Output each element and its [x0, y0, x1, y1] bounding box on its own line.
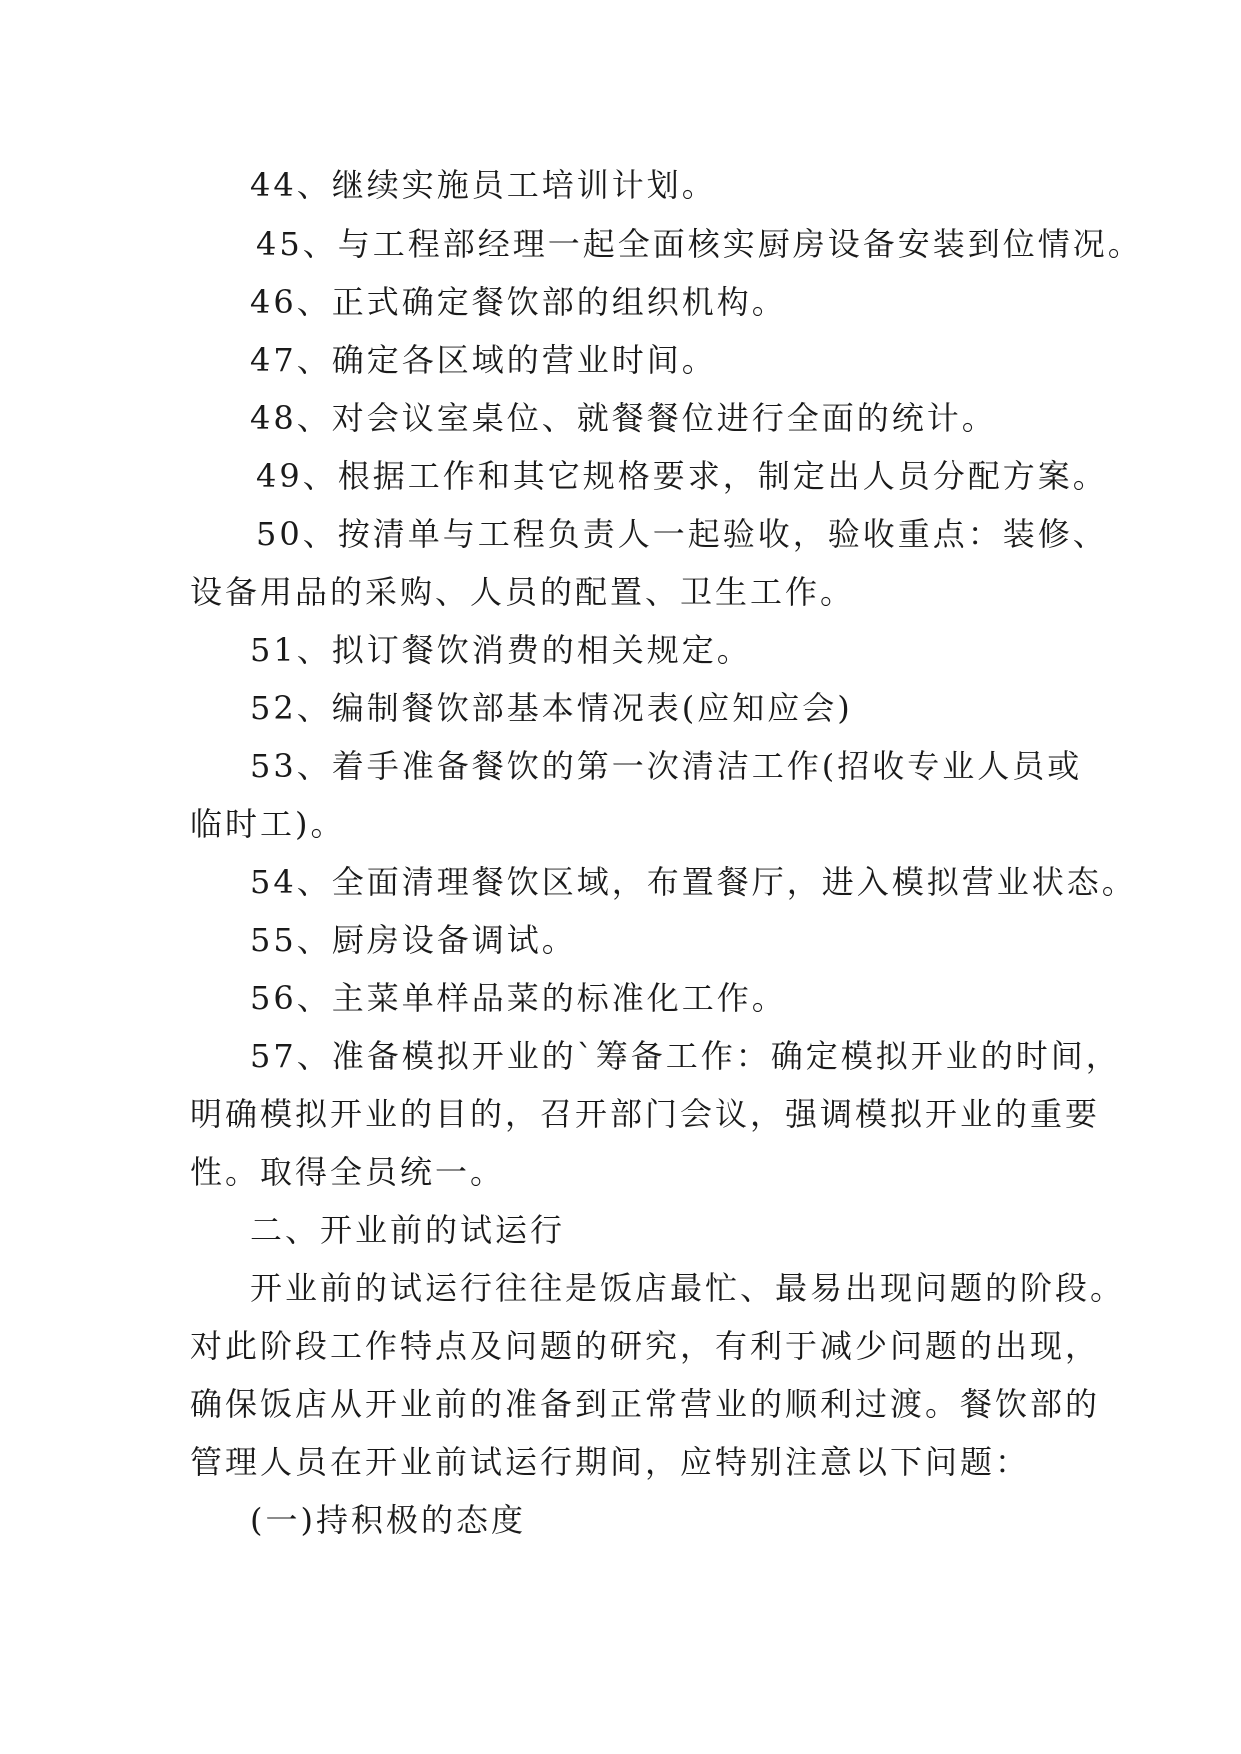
- list-item-50: 50、按清单与工程负责人一起验收，验收重点：装修、: [256, 515, 1108, 553]
- subsection-heading: (一)持积极的态度: [250, 1501, 526, 1539]
- list-item-57: 57、准备模拟开业的`筹备工作：确定模拟开业的时间，: [250, 1037, 1121, 1075]
- list-item-52: 52、编制餐饮部基本情况表(应知应会): [250, 689, 853, 727]
- list-item-57-continuation-1: 明确模拟开业的目的，召开部门会议，强调模拟开业的重要: [190, 1095, 1101, 1133]
- list-item-53: 53、着手准备餐饮的第一次清洁工作(招收专业人员或: [250, 747, 1083, 785]
- list-item-49: 49、根据工作和其它规格要求，制定出人员分配方案。: [256, 457, 1108, 495]
- list-item-47: 47、确定各区域的营业时间。: [250, 341, 717, 379]
- paragraph-line-4: 管理人员在开业前试运行期间，应特别注意以下问题：: [190, 1443, 1031, 1481]
- list-item-54: 54、全面清理餐饮区域，布置餐厅，进入模拟营业状态。: [250, 863, 1137, 901]
- list-item-50-continuation: 设备用品的采购、人员的配置、卫生工作。: [190, 573, 856, 611]
- list-item-55: 55、厨房设备调试。: [250, 921, 577, 959]
- paragraph-line-2: 对此阶段工作特点及问题的研究，有利于减少问题的出现，: [190, 1327, 1101, 1365]
- list-item-53-continuation: 临时工)。: [190, 805, 346, 843]
- list-item-57-continuation-2: 性。取得全员统一。: [190, 1153, 506, 1191]
- section-heading: 二、开业前的试运行: [250, 1211, 566, 1249]
- list-item-51: 51、拟订餐饮消费的相关规定。: [250, 631, 752, 669]
- list-item-46: 46、正式确定餐饮部的组织机构。: [250, 283, 787, 321]
- paragraph-line-3: 确保饭店从开业前的准备到正常营业的顺利过渡。餐饮部的: [190, 1385, 1101, 1423]
- list-item-45: 45、与工程部经理一起全面核实厨房设备安装到位情况。: [256, 225, 1143, 263]
- list-item-44: 44、继续实施员工培训计划。: [250, 166, 717, 204]
- list-item-56: 56、主菜单样品菜的标准化工作。: [250, 979, 787, 1017]
- list-item-48: 48、对会议室桌位、就餐餐位进行全面的统计。: [250, 399, 997, 437]
- paragraph-line-1: 开业前的试运行往往是饭店最忙、最易出现问题的阶段。: [250, 1269, 1126, 1307]
